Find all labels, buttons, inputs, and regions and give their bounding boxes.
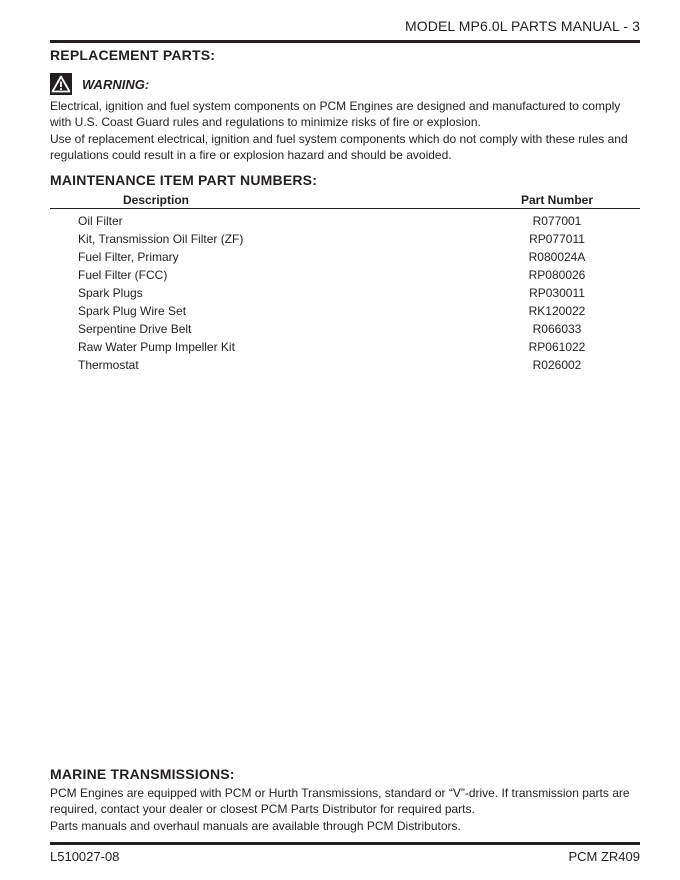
row-description: Raw Water Pump Impeller Kit: [78, 340, 235, 354]
table-body: [50, 212, 640, 374]
row-description: Fuel Filter, Primary: [78, 250, 179, 264]
table-row: [50, 338, 640, 356]
row-part-number: RK120022: [528, 304, 586, 318]
table-header: [50, 193, 640, 209]
warning-label: WARNING:: [82, 76, 150, 92]
row-description: Spark Plug Wire Set: [78, 304, 187, 318]
page-footer: [50, 842, 640, 867]
page-header: [50, 18, 640, 43]
column-header-description: Description: [122, 193, 189, 207]
row-description: Spark Plugs: [78, 286, 143, 300]
replacement-parts-heading: REPLACEMENT PARTS:: [50, 47, 216, 63]
table-row: [50, 248, 640, 266]
row-description: Serpentine Drive Belt: [78, 322, 192, 336]
row-description: Fuel Filter (FCC): [78, 268, 168, 282]
transmissions-paragraph-manuals: Parts manuals and overhaul manuals are available through PCM Distributors.: [50, 819, 461, 833]
row-part-number: R077001: [532, 214, 582, 228]
row-part-number: R080024A: [528, 250, 586, 264]
transmissions-paragraph-equipment: PCM Engines are equipped with PCM or Hurth Transmissions, standard or “V”-drive. If transmission parts are required, contact your dealer or closest PCM Parts Distributor for required parts.: [50, 786, 630, 816]
table-row: [50, 230, 640, 248]
warning-paragraph-compliance: Electrical, ignition and fuel system components on PCM Engines are designed and manufactured to comply with U.S. Coast Guard rules and regulations to minimize risks of fire or explosion.: [50, 99, 621, 129]
table-row: [50, 320, 640, 338]
row-description: Oil Filter: [78, 214, 123, 228]
row-part-number: RP030011: [529, 286, 585, 300]
table-row: [50, 284, 640, 302]
table-row: [50, 302, 640, 320]
document-number: L510027-08: [50, 849, 120, 864]
warning-notice: [50, 71, 149, 97]
table-row: [50, 212, 640, 230]
model-code: PCM ZR409: [568, 849, 640, 864]
warning-triangle-icon: [50, 73, 72, 95]
row-description: Kit, Transmission Oil Filter (ZF): [78, 232, 244, 246]
table-row: [50, 266, 640, 284]
row-part-number: R066033: [532, 322, 582, 336]
row-part-number: R026002: [532, 358, 582, 372]
row-description: Thermostat: [78, 358, 139, 372]
table-row: [50, 356, 640, 374]
page-header-title: MODEL MP6.0L PARTS MANUAL - 3: [404, 18, 640, 34]
row-part-number: RP080026: [528, 268, 586, 282]
warning-paragraph-hazard: Use of replacement electrical, ignition and fuel system components which do not comply with these rules and regulations could result in a fire or explosion hazard and should be avoided.: [50, 132, 628, 162]
row-part-number: RP061022: [528, 340, 586, 354]
parts-table: [50, 193, 640, 374]
row-part-number: RP077011: [529, 232, 585, 246]
column-header-part-number: Part Number: [520, 193, 594, 207]
maintenance-parts-heading: MAINTENANCE ITEM PART NUMBERS:: [50, 172, 318, 188]
marine-transmissions-heading: MARINE TRANSMISSIONS:: [50, 766, 235, 782]
